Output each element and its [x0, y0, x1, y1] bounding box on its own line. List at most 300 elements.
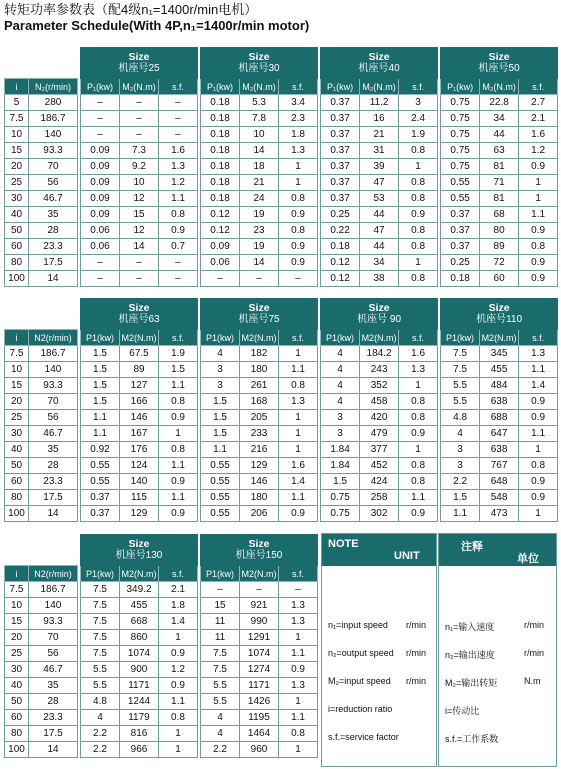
column-header: M2(N.m): [240, 566, 279, 582]
value-cell: 1.5: [201, 394, 240, 410]
ratio-cell: 50: [5, 694, 29, 710]
value-cell: 0.12: [321, 255, 360, 271]
column-header: s.f.: [159, 566, 198, 582]
value-cell: 688: [480, 410, 519, 426]
n2-cell: 23.3: [29, 239, 78, 255]
value-cell: 1.1: [519, 207, 558, 223]
blank-corner: [5, 48, 78, 79]
value-cell: 0.75: [441, 159, 480, 175]
ratio-cell: 20: [5, 159, 29, 175]
value-cell: 146: [120, 410, 159, 426]
value-cell: 0.8: [399, 394, 438, 410]
value-cell: 7.5: [81, 582, 120, 598]
n2-cell: 46.7: [29, 662, 78, 678]
note-box-chinese: [438, 533, 557, 767]
value-cell: 5.5: [81, 678, 120, 694]
value-cell: 1.4: [519, 378, 558, 394]
value-cell: 68: [480, 207, 519, 223]
n2-cell: 140: [29, 598, 78, 614]
value-cell: 0.8: [519, 239, 558, 255]
table-row: [5, 255, 558, 271]
n2-cell: 280: [29, 95, 78, 111]
size-label-cn: 机座号75: [238, 314, 280, 325]
value-cell: –: [159, 127, 198, 143]
value-cell: 0.37: [321, 143, 360, 159]
note-line: n₂=输出速度: [445, 650, 495, 660]
value-cell: 34: [480, 111, 519, 127]
value-cell: 0.8: [279, 191, 318, 207]
value-cell: 1: [279, 410, 318, 426]
value-cell: 81: [480, 191, 519, 207]
table-row: [5, 223, 558, 239]
table-row: [5, 442, 558, 458]
value-cell: 115: [120, 490, 159, 506]
value-cell: 0.18: [201, 111, 240, 127]
value-cell: 21: [240, 175, 279, 191]
value-cell: 473: [480, 506, 519, 522]
ratio-cell: 100: [5, 271, 29, 287]
value-cell: 0.9: [519, 474, 558, 490]
value-cell: 5.5: [441, 378, 480, 394]
value-cell: 1: [399, 442, 438, 458]
n2-cell: 93.3: [29, 143, 78, 159]
value-cell: 12: [120, 223, 159, 239]
value-cell: 0.8: [399, 175, 438, 191]
value-cell: 1.1: [81, 410, 120, 426]
size-header: [321, 48, 438, 79]
value-cell: 7.5: [441, 346, 480, 362]
value-cell: 0.8: [399, 223, 438, 239]
value-cell: 184.2: [360, 346, 399, 362]
ratio-cell: 80: [5, 255, 29, 271]
n2-cell: 140: [29, 362, 78, 378]
size-label: Size: [128, 538, 150, 550]
note-unit: N.m: [524, 676, 541, 686]
value-cell: 455: [120, 598, 159, 614]
value-cell: 47: [360, 223, 399, 239]
value-cell: 166: [120, 394, 159, 410]
value-cell: 0.37: [441, 239, 480, 255]
value-cell: –: [81, 127, 120, 143]
value-cell: –: [159, 95, 198, 111]
column-header-row: [5, 330, 558, 346]
value-cell: 647: [480, 426, 519, 442]
value-cell: –: [159, 271, 198, 287]
value-cell: 638: [480, 442, 519, 458]
value-cell: 1.3: [159, 159, 198, 175]
n2-cell: 28: [29, 223, 78, 239]
size-header: [81, 48, 198, 79]
value-cell: 1074: [120, 646, 159, 662]
value-cell: 420: [360, 410, 399, 426]
value-cell: 0.37: [81, 490, 120, 506]
value-cell: 1426: [240, 694, 279, 710]
parameter-block: [4, 298, 558, 522]
table-row: [5, 410, 558, 426]
value-cell: 1171: [240, 678, 279, 694]
size-label: Size: [368, 302, 390, 314]
size-label-cn: 机座号30: [238, 63, 280, 74]
value-cell: 81: [480, 159, 519, 175]
value-cell: 1.1: [519, 362, 558, 378]
value-cell: 0.8: [159, 442, 198, 458]
ratio-cell: 30: [5, 191, 29, 207]
size-label: Size: [248, 538, 270, 550]
ratio-cell: 40: [5, 207, 29, 223]
value-cell: 4: [201, 726, 240, 742]
size-header: [321, 299, 438, 330]
value-cell: 0.75: [441, 95, 480, 111]
column-header: s.f.: [399, 330, 438, 346]
value-cell: 53: [360, 191, 399, 207]
value-cell: 1.4: [279, 474, 318, 490]
column-header: M2(N.m): [240, 330, 279, 346]
table-row: [5, 662, 318, 678]
value-cell: 1.3: [519, 346, 558, 362]
value-cell: 1.1: [159, 378, 198, 394]
value-cell: 71: [480, 175, 519, 191]
value-cell: 0.55: [81, 458, 120, 474]
value-cell: 921: [240, 598, 279, 614]
column-header: M2(N.m): [480, 330, 519, 346]
value-cell: 3: [321, 410, 360, 426]
ratio-cell: 30: [5, 662, 29, 678]
value-cell: 1: [279, 426, 318, 442]
value-cell: 648: [480, 474, 519, 490]
size-label-cn: 机座号130: [115, 550, 163, 561]
value-cell: 1.1: [159, 490, 198, 506]
value-cell: 638: [480, 394, 519, 410]
value-cell: 1: [159, 426, 198, 442]
value-cell: 1: [279, 630, 318, 646]
value-cell: 0.9: [279, 506, 318, 522]
value-cell: 0.55: [81, 474, 120, 490]
value-cell: 0.09: [81, 159, 120, 175]
value-cell: 0.12: [321, 271, 360, 287]
value-cell: 89: [120, 362, 159, 378]
value-cell: 0.37: [441, 207, 480, 223]
value-cell: 0.8: [399, 143, 438, 159]
value-cell: 18: [240, 159, 279, 175]
value-cell: 1.2: [159, 662, 198, 678]
ratio-cell: 60: [5, 710, 29, 726]
column-header-ratio: i: [5, 79, 29, 95]
value-cell: 39: [360, 159, 399, 175]
value-cell: 0.25: [321, 207, 360, 223]
n2-cell: 186.7: [29, 111, 78, 127]
value-cell: 16: [360, 111, 399, 127]
table-row: [5, 362, 558, 378]
value-cell: 7.3: [120, 143, 159, 159]
value-cell: 2.3: [279, 111, 318, 127]
size-label-cn: 机座号25: [118, 63, 160, 74]
value-cell: 0.8: [159, 710, 198, 726]
value-cell: 3: [399, 95, 438, 111]
value-cell: 1.5: [201, 410, 240, 426]
value-cell: 0.8: [399, 474, 438, 490]
value-cell: 0.9: [279, 662, 318, 678]
ratio-cell: 80: [5, 490, 29, 506]
blank-corner: [5, 299, 78, 330]
column-header: M2(N.m): [120, 330, 159, 346]
value-cell: 9.2: [120, 159, 159, 175]
value-cell: 0.12: [201, 223, 240, 239]
value-cell: 60: [480, 271, 519, 287]
value-cell: 129: [120, 506, 159, 522]
value-cell: 0.92: [81, 442, 120, 458]
ratio-cell: 50: [5, 223, 29, 239]
value-cell: 1.9: [399, 127, 438, 143]
value-cell: 205: [240, 410, 279, 426]
value-cell: 0.37: [321, 191, 360, 207]
ratio-cell: 10: [5, 598, 29, 614]
value-cell: 7.5: [81, 614, 120, 630]
parameter-block: [4, 534, 318, 758]
value-cell: 1: [159, 630, 198, 646]
size-header-row: [5, 48, 558, 79]
column-header: P₁(kw): [201, 79, 240, 95]
ratio-cell: 15: [5, 378, 29, 394]
value-cell: 0.09: [81, 143, 120, 159]
ratio-cell: 60: [5, 474, 29, 490]
table-row: [5, 191, 558, 207]
unit-label: UNIT: [394, 550, 420, 562]
column-header-row: [5, 566, 318, 582]
value-cell: 0.55: [441, 175, 480, 191]
value-cell: 1.5: [81, 394, 120, 410]
n2-cell: 17.5: [29, 490, 78, 506]
value-cell: 12: [120, 191, 159, 207]
n2-cell: 35: [29, 442, 78, 458]
table-row: [5, 346, 558, 362]
value-cell: 21: [360, 127, 399, 143]
value-cell: 4: [81, 710, 120, 726]
value-cell: 990: [240, 614, 279, 630]
table-row: [5, 726, 318, 742]
value-cell: 4.8: [441, 410, 480, 426]
ratio-cell: 25: [5, 410, 29, 426]
value-cell: 0.8: [279, 726, 318, 742]
value-cell: 455: [480, 362, 519, 378]
n2-cell: 56: [29, 410, 78, 426]
value-cell: 38: [360, 271, 399, 287]
note-line: n₂=output speed: [328, 648, 394, 658]
value-cell: 1.1: [519, 426, 558, 442]
n2-cell: 186.7: [29, 346, 78, 362]
value-cell: 349.2: [120, 582, 159, 598]
column-header-ratio: i: [5, 566, 29, 582]
value-cell: 0.55: [201, 506, 240, 522]
value-cell: –: [201, 582, 240, 598]
value-cell: 168: [240, 394, 279, 410]
table-row: [5, 710, 318, 726]
value-cell: 1.1: [279, 362, 318, 378]
value-cell: 900: [120, 662, 159, 678]
value-cell: 1.5: [81, 346, 120, 362]
table-row: [5, 458, 558, 474]
value-cell: –: [279, 582, 318, 598]
column-header: M₂(N.m): [360, 79, 399, 95]
value-cell: 1.2: [159, 175, 198, 191]
parameter-block: [4, 47, 558, 287]
table-row: [5, 127, 558, 143]
value-cell: 2.2: [81, 726, 120, 742]
value-cell: 0.06: [81, 239, 120, 255]
note-label-cn: 注释: [461, 541, 483, 553]
value-cell: –: [120, 271, 159, 287]
value-cell: 206: [240, 506, 279, 522]
ratio-cell: 60: [5, 239, 29, 255]
value-cell: 1.1: [81, 426, 120, 442]
value-cell: 1.3: [279, 678, 318, 694]
value-cell: 11.2: [360, 95, 399, 111]
value-cell: 0.22: [321, 223, 360, 239]
value-cell: 2.2: [201, 742, 240, 758]
column-header-n2: N₂(r/min): [29, 79, 78, 95]
value-cell: –: [120, 127, 159, 143]
value-cell: 1.8: [159, 598, 198, 614]
value-cell: 7.5: [81, 630, 120, 646]
value-cell: 0.8: [399, 191, 438, 207]
n2-cell: 56: [29, 646, 78, 662]
n2-cell: 46.7: [29, 191, 78, 207]
table-row: [5, 742, 318, 758]
column-header: P1(kw): [201, 330, 240, 346]
table-row: [5, 614, 318, 630]
value-cell: 2.4: [399, 111, 438, 127]
note-line: n₁=输入速度: [445, 622, 495, 632]
value-cell: 0.8: [279, 223, 318, 239]
value-cell: –: [120, 95, 159, 111]
value-cell: 484: [480, 378, 519, 394]
ratio-cell: 10: [5, 127, 29, 143]
size-label-cn: 机座号110: [476, 314, 523, 325]
value-cell: 5.5: [201, 678, 240, 694]
value-cell: 0.18: [201, 159, 240, 175]
value-cell: 0.8: [399, 458, 438, 474]
value-cell: 767: [480, 458, 519, 474]
value-cell: 124: [120, 458, 159, 474]
table-row: [5, 506, 558, 522]
value-cell: 1244: [120, 694, 159, 710]
value-cell: 0.8: [399, 271, 438, 287]
size-label: Size: [248, 302, 270, 314]
value-cell: 3: [441, 442, 480, 458]
value-cell: 1.5: [441, 490, 480, 506]
ratio-cell: 50: [5, 458, 29, 474]
value-cell: 0.9: [159, 506, 198, 522]
value-cell: –: [279, 271, 318, 287]
value-cell: –: [240, 271, 279, 287]
value-cell: 2.1: [159, 582, 198, 598]
value-cell: –: [159, 255, 198, 271]
value-cell: 4.8: [81, 694, 120, 710]
value-cell: 1.8: [279, 127, 318, 143]
value-cell: 0.9: [399, 426, 438, 442]
value-cell: 458: [360, 394, 399, 410]
value-cell: 1.5: [159, 362, 198, 378]
value-cell: 0.75: [441, 143, 480, 159]
n2-cell: 56: [29, 175, 78, 191]
value-cell: 0.55: [201, 458, 240, 474]
value-cell: 352: [360, 378, 399, 394]
table-row: [5, 646, 318, 662]
value-cell: 10: [120, 175, 159, 191]
value-cell: –: [240, 582, 279, 598]
note-unit: r/min: [406, 648, 426, 658]
table-row: [5, 694, 318, 710]
value-cell: 1.3: [279, 143, 318, 159]
value-cell: 11: [201, 614, 240, 630]
value-cell: 0.37: [321, 95, 360, 111]
value-cell: 0.75: [441, 127, 480, 143]
value-cell: 22.8: [480, 95, 519, 111]
size-label-cn: 机座号150: [235, 550, 283, 561]
value-cell: 34: [360, 255, 399, 271]
n2-cell: 14: [29, 506, 78, 522]
note-line: n₁=input speed: [328, 620, 388, 630]
n2-cell: 70: [29, 630, 78, 646]
value-cell: 129: [240, 458, 279, 474]
unit-label-cn: 单位: [517, 553, 539, 565]
value-cell: 1: [159, 742, 198, 758]
value-cell: 4: [321, 394, 360, 410]
value-cell: 668: [120, 614, 159, 630]
value-cell: 23: [240, 223, 279, 239]
value-cell: 44: [480, 127, 519, 143]
value-cell: 3: [201, 378, 240, 394]
value-cell: 4: [321, 362, 360, 378]
ratio-cell: 100: [5, 742, 29, 758]
ratio-cell: 80: [5, 726, 29, 742]
value-cell: 1: [279, 742, 318, 758]
table-row: [5, 598, 318, 614]
value-cell: 0.9: [519, 159, 558, 175]
ratio-cell: 10: [5, 362, 29, 378]
note-line: s.f.=工作系数: [445, 734, 499, 744]
value-cell: 0.09: [201, 239, 240, 255]
column-header: P₁(kw): [321, 79, 360, 95]
value-cell: 5.5: [201, 694, 240, 710]
column-header: M₂(N.m): [480, 79, 519, 95]
value-cell: 258: [360, 490, 399, 506]
note-line: M₂=输出转矩: [445, 678, 498, 688]
value-cell: 0.8: [519, 458, 558, 474]
value-cell: 0.37: [321, 175, 360, 191]
value-cell: 1.6: [399, 346, 438, 362]
value-cell: 0.55: [201, 474, 240, 490]
value-cell: 1.5: [81, 378, 120, 394]
value-cell: –: [120, 111, 159, 127]
note-header: [322, 534, 436, 566]
value-cell: 3: [441, 458, 480, 474]
value-cell: 0.9: [279, 207, 318, 223]
size-label-cn: 机座号40: [358, 63, 400, 74]
value-cell: 15: [120, 207, 159, 223]
note-unit: r/min: [524, 620, 544, 630]
value-cell: 0.18: [201, 127, 240, 143]
value-cell: 0.9: [519, 223, 558, 239]
value-cell: 1.1: [441, 506, 480, 522]
value-cell: 0.06: [81, 223, 120, 239]
value-cell: 4: [201, 710, 240, 726]
value-cell: –: [159, 111, 198, 127]
value-cell: 960: [240, 742, 279, 758]
value-cell: 1.6: [519, 127, 558, 143]
value-cell: 4: [441, 426, 480, 442]
value-cell: 0.12: [201, 207, 240, 223]
n2-cell: 23.3: [29, 474, 78, 490]
